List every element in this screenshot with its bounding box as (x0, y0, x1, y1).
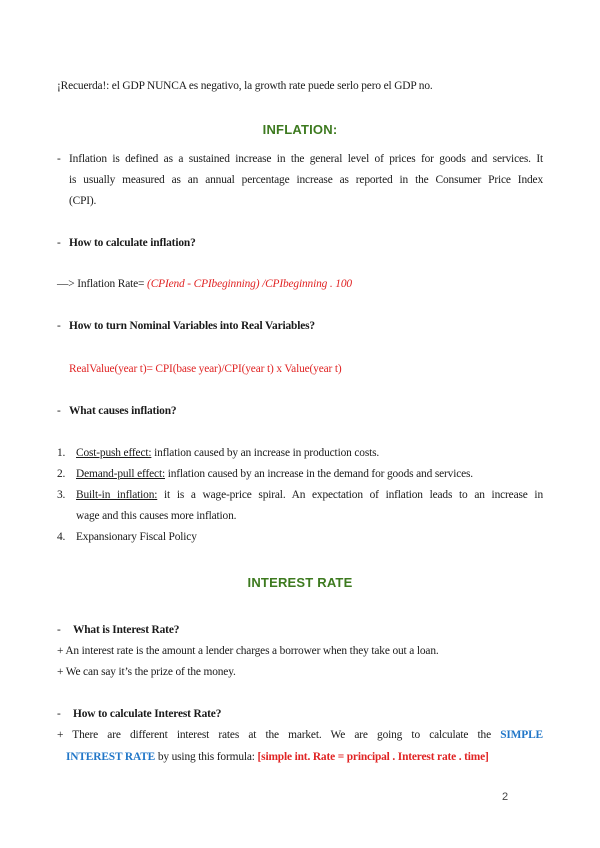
inflation-definition-line-1: Inflation is defined as a sustained increase in the general level of prices for goods and services. It (69, 153, 543, 165)
cause-text: inflation caused by an increase in production costs. (154, 447, 380, 459)
list-item: Expansionary Fiscal Policy (76, 531, 197, 543)
cause-term: Demand-pull effect: (76, 468, 165, 480)
question-calculate-interest-rate: How to calculate Interest Rate? (73, 708, 222, 720)
inflation-rate-label: —> Inflation Rate= (57, 278, 145, 290)
bullet-dash: - (57, 405, 61, 417)
bullet-dash: - (57, 237, 61, 249)
bullet-dash: - (57, 320, 61, 332)
list-number: 2. (57, 468, 66, 480)
interest-rate-heading: INTEREST RATE (247, 575, 353, 590)
interest-prize-note: + We can say it’s the prize of the money. (57, 666, 236, 678)
interest-calc-line-1 (57, 727, 543, 743)
inflation-rate-expression: (CPIend - CPIbeginning) /CPIbeginning . 100 (147, 278, 352, 290)
interest-definition: + An interest rate is the amount a lender charges a borrower when they take out a loan. (57, 645, 439, 657)
cause-text: inflation caused by an increase in the demand for goods and services. (167, 468, 474, 480)
interest-calc-line-2 (66, 749, 489, 765)
question-calculate-inflation: How to calculate inflation? (69, 237, 196, 249)
cause-term: Built-in inflation: (76, 489, 158, 501)
list-item (76, 445, 379, 461)
bullet-dash: - (57, 708, 61, 720)
simple-interest-formula: [simple int. Rate = principal . Interest rate . time] (257, 751, 489, 763)
question-what-is-interest-rate: What is Interest Rate? (73, 624, 180, 636)
inflation-heading: INFLATION: (262, 122, 338, 137)
list-number: 4. (57, 531, 66, 543)
list-item (76, 487, 543, 503)
inflation-definition-line-2: is usually measured as an annual percentage increase as reported in the Consumer Price Index (69, 174, 543, 186)
interest-calc-text: + There are different interest rates at the market. We are going to calculate the (57, 729, 491, 741)
inflation-definition-line-3: (CPI). (69, 195, 97, 207)
cause-term: Cost-push effect: (76, 447, 152, 459)
list-number: 1. (57, 447, 66, 459)
list-number: 3. (57, 489, 66, 501)
recuerda-note: ¡Recuerda!: el GDP NUNCA es negativo, la growth rate puede serlo pero el GDP no. (57, 80, 433, 92)
interest-rate-keyword: INTEREST RATE (66, 751, 156, 763)
list-item (76, 466, 473, 482)
cause-text: it is a wage-price spiral. An expectation of inflation leads to an increase in (164, 489, 543, 501)
question-nominal-to-real: How to turn Nominal Variables into Real Variables? (69, 320, 315, 332)
bullet-dash: - (57, 624, 61, 636)
page-number: 2 (502, 791, 509, 803)
bullet-dash: - (57, 153, 61, 165)
simple-keyword: SIMPLE (500, 729, 543, 741)
cause-text-continued: wage and this causes more inflation. (76, 510, 237, 522)
interest-calc-text: by using this formula: (157, 751, 255, 763)
question-causes-inflation: What causes inflation? (69, 405, 177, 417)
real-value-formula: RealValue(year t)= CPI(base year)/CPI(year t) x Value(year t) (69, 363, 342, 375)
inflation-rate-formula (57, 276, 352, 292)
